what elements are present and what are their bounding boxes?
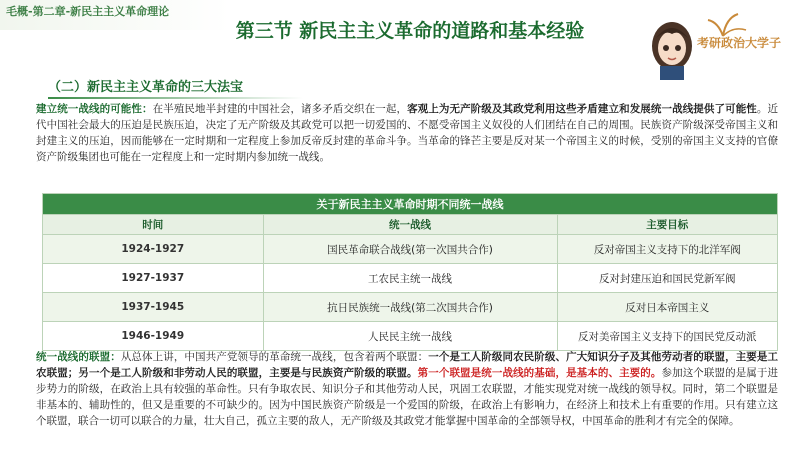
logo-text: 考研政治大学子 (697, 36, 782, 50)
breadcrumb: 毛概-第二章-新民主主义革命理论 (6, 5, 170, 18)
table-cell-goal: 反对美帝国主义支持下的国民党反动派 (557, 322, 778, 351)
alliance-paragraph (36, 349, 778, 429)
table-cell-period: 1924-1927 (43, 235, 264, 264)
possibility-paragraph (36, 101, 778, 165)
possibility-emphasis: 客观上为无产阶级及其政党利用这些矛盾建立和发展统一战线提供了可能性 (407, 103, 757, 115)
table-cell-front: 人民民主统一战线 (263, 322, 557, 351)
alliance-red-emphasis: 第一个联盟是统一战线的基础，是基本的、主要的。 (417, 367, 662, 379)
table-cell-front: 工农民主统一战线 (263, 264, 557, 293)
table-cell-front: 国民革命联合战线(第一次国共合作) (263, 235, 557, 264)
table-cell-period: 1927-1937 (43, 264, 264, 293)
section-heading-text: （二）新民主主义革命的三大法宝 (48, 80, 244, 95)
table-row (43, 322, 778, 351)
united-front-table (42, 193, 778, 351)
table-cell-goal: 反对封建压迫和国民党新军阀 (557, 264, 778, 293)
page-title: 第三节 新民主主义革命的道路和基本经验 (235, 20, 585, 42)
section-heading-underline (48, 97, 303, 99)
alliance-lead: 统一战线的联盟： (36, 351, 121, 363)
possibility-lead: 建立统一战线的可能性： (36, 103, 153, 115)
table-cell-period: 1937-1945 (43, 293, 264, 322)
table-header-front: 统一战线 (263, 215, 557, 235)
possibility-text-2: 。近代中国社会最大的压迫是民族压迫，决定了无产阶级及其政党可以把一切爱国的、不愿受帝国主义奴役的人们团结在自己的周围。民族资产阶级深受帝国主义和封建主义的压迫，因而能够在一定时期和一定程度上参加反帝反封建的革命斗争。当革命的锋芒主要是反对某一个帝国主义的时候，受别的帝国主义支持的官僚资产阶级集团也可能在一定程度上和一定时期内参加统一战线。 (36, 103, 779, 163)
table-cell-period: 1946-1949 (43, 322, 264, 351)
section-heading (48, 76, 303, 99)
table-row (43, 235, 778, 264)
table-row (43, 293, 778, 322)
table-cell-goal: 反对日本帝国主义 (557, 293, 778, 322)
table-cell-goal: 反对帝国主义支持下的北洋军阀 (557, 235, 778, 264)
table-header-period: 时间 (43, 215, 264, 235)
table-caption: 关于新民主主义革命时期不同统一战线 (43, 194, 778, 215)
possibility-text-1: 在半殖民地半封建的中国社会，诸多矛盾交织在一起， (152, 103, 408, 115)
table-row (43, 264, 778, 293)
alliance-emphasis: 一个是工人阶级同农民阶级、广大知识分子及其他劳动者的联盟，主要是工农联盟；另一个是工人阶级和非劳动人民的联盟，主要是与民族资产阶级的联盟。 (36, 351, 779, 379)
table-header-goal: 主要目标 (557, 215, 778, 235)
alliance-text-1: 从总体上讲，中国共产党领导的革命统一战线，包含着两个联盟： (120, 351, 429, 363)
plant-icon (708, 14, 746, 36)
avatar-illustration (652, 22, 692, 80)
table-cell-front: 抗日民族统一战线(第二次国共合作) (263, 293, 557, 322)
alliance-text-2: 参加这个联盟的是属于进步势力的阶级，在政治上具有较强的革命性。只有争取农民、知识分子和其他劳动人民，巩固工农联盟，才能实现党对统一战线的领导权。同时，第二个联盟是非基本的、辅助性的，但又是重要的不可缺少的。因为中国民族资产阶级是一个爱国的阶级，在政治上有影响力，在经济上和技术上有重要的作用。只有建立这个联盟，联合一切可以联合的力量，壮大自己，孤立主要的敌人，无产阶级及其政党才能掌握中国革命的全部领导权，中国革命的胜利才有完全的保障。 (36, 367, 779, 427)
